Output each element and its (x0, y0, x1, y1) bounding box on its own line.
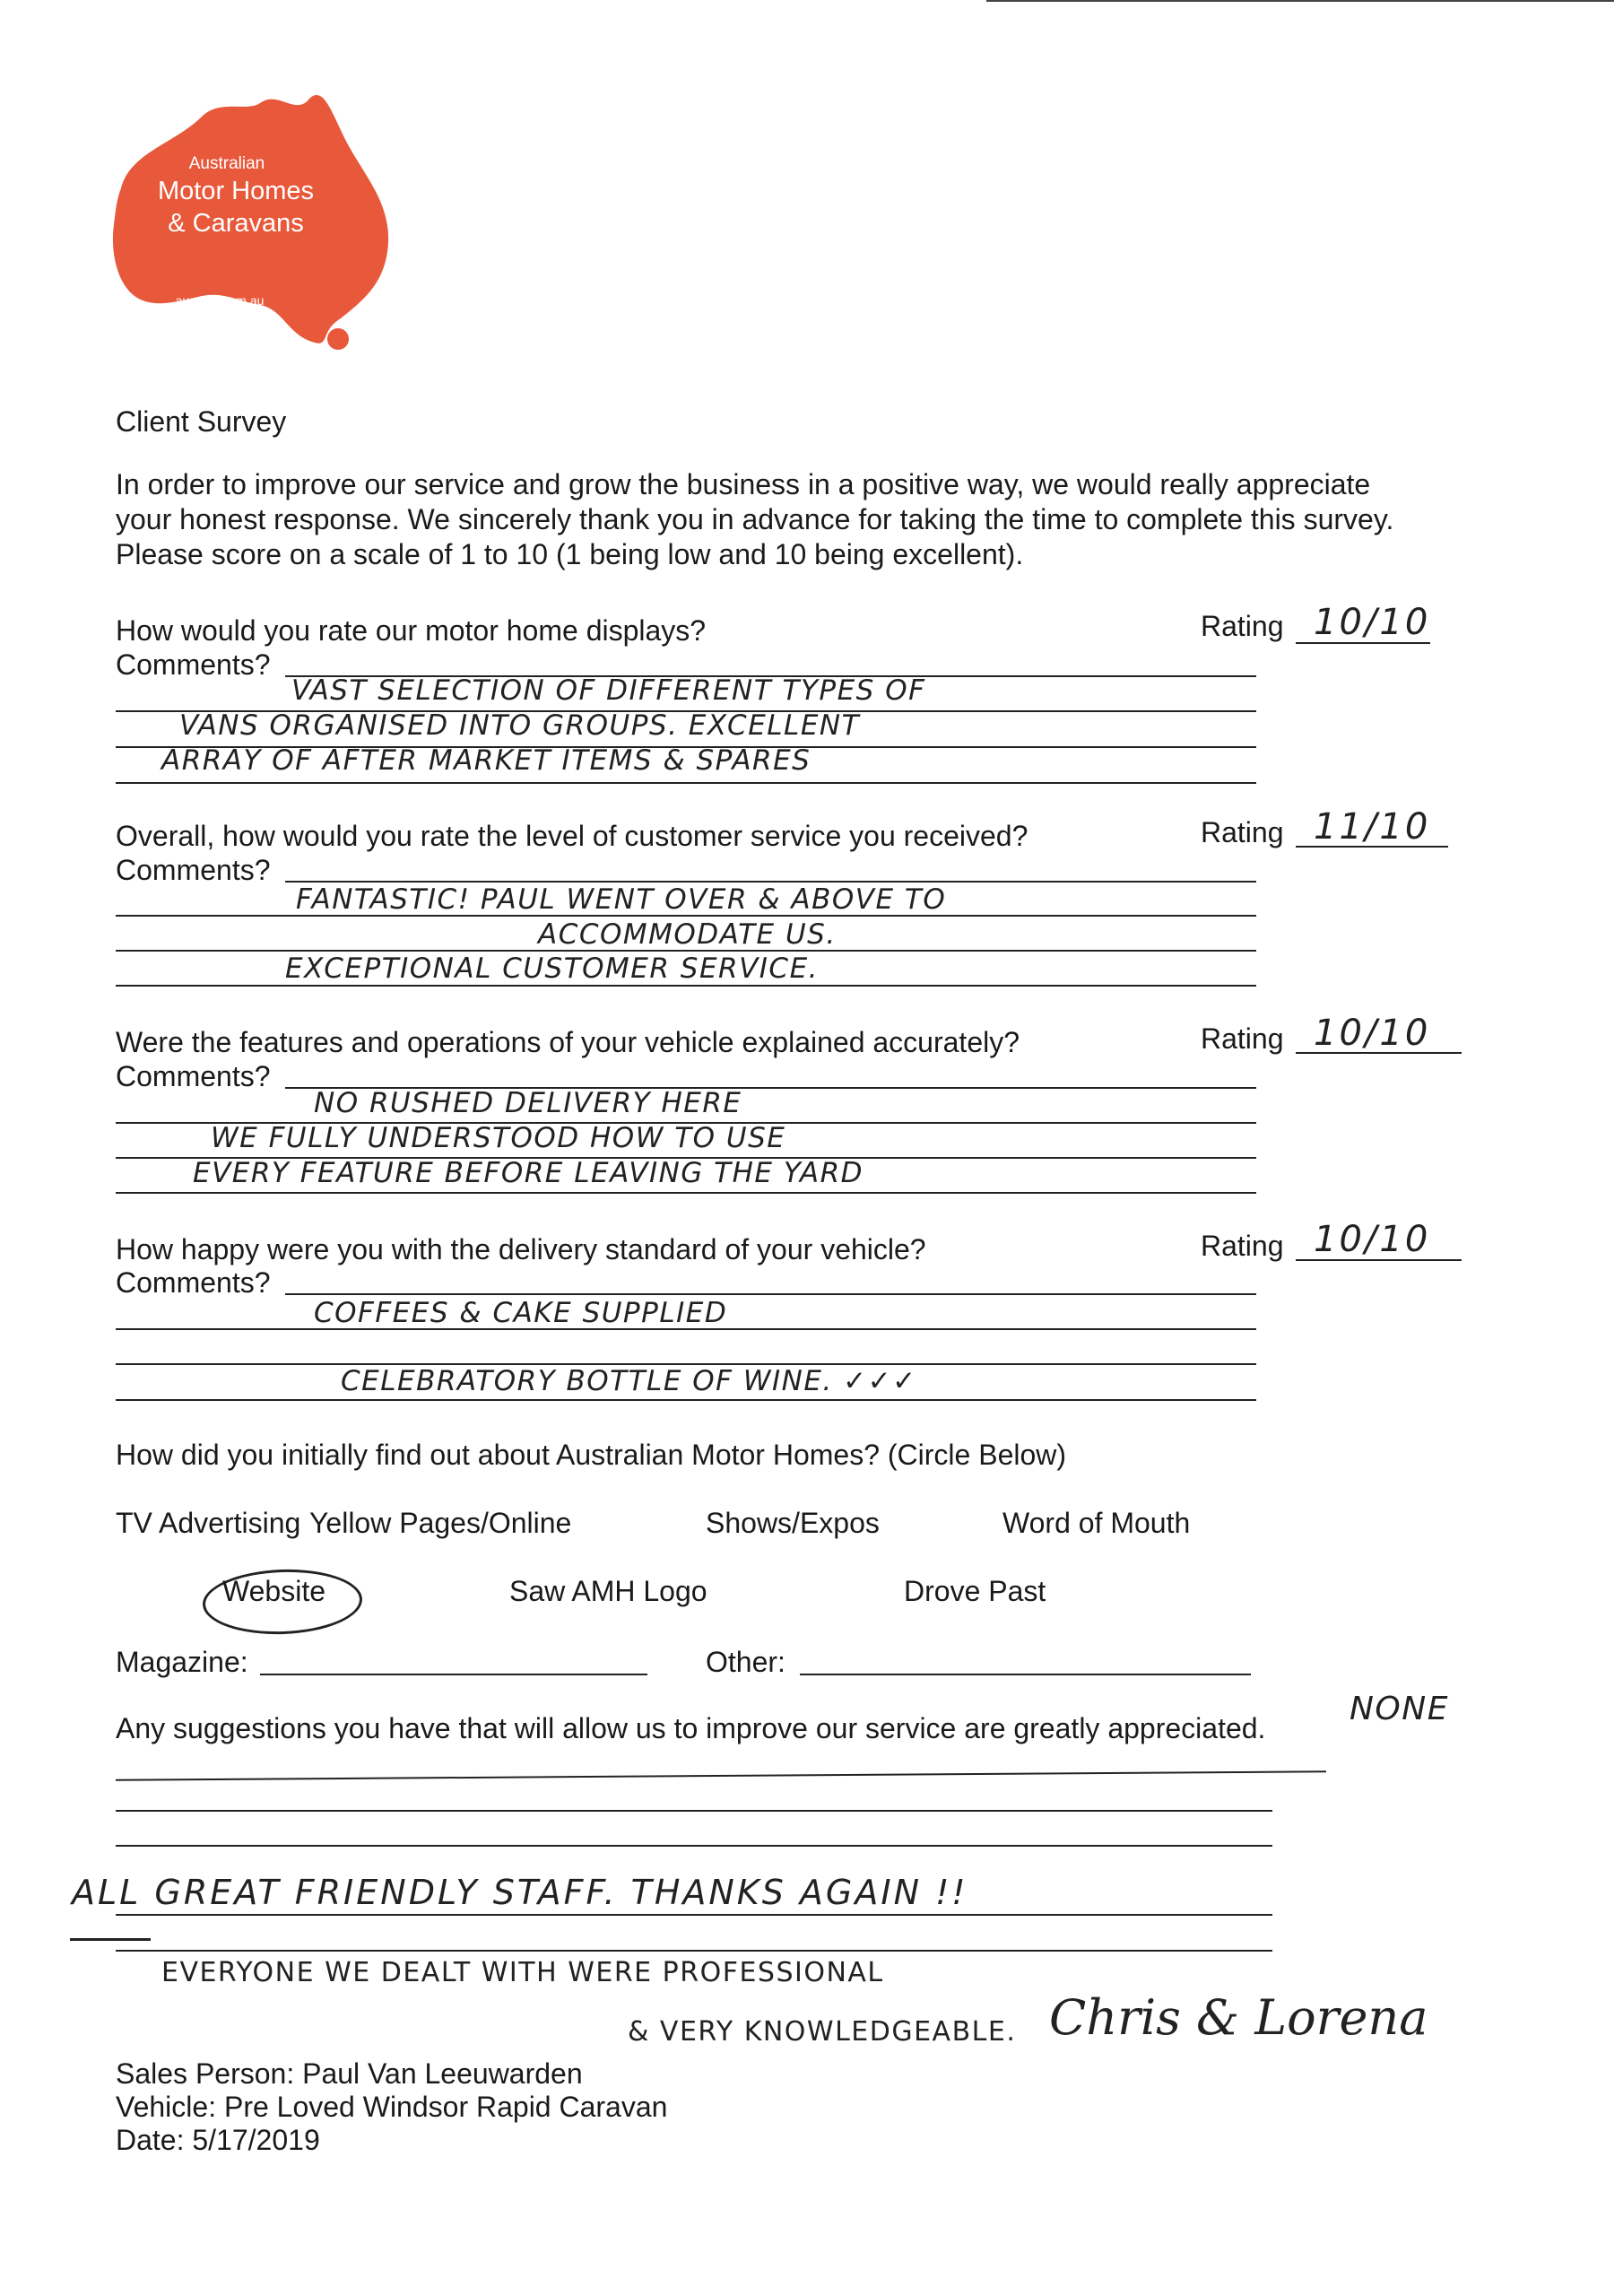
comment-line: VANS ORGANISED INTO GROUPS. EXCELLENT (179, 709, 861, 742)
rating-label: Rating (1201, 610, 1284, 642)
suggestions-question: Any suggestions you have that will allow us to improve our service are greatly appreciated. (116, 1712, 1266, 1744)
comments-label: Comments? (116, 854, 271, 886)
intro-paragraph (116, 467, 1393, 572)
option-saw-amh-logo[interactable]: Saw AMH Logo (509, 1575, 707, 1607)
rating-value: 10/10 (1314, 1013, 1431, 1054)
comment-line: ACCOMMODATE US. (538, 918, 837, 951)
customer-signature: Chris & Lorena (1049, 1989, 1428, 2046)
option-shows-expos[interactable]: Shows/Expos (706, 1507, 880, 1539)
rating-label: Rating (1201, 1022, 1284, 1055)
rating-value: 10/10 (1314, 602, 1431, 643)
rating-label: Rating (1201, 1230, 1284, 1262)
comments-label: Comments? (116, 648, 271, 681)
option-tv-advertising[interactable]: TV Advertising (116, 1507, 301, 1539)
comment-line: FANTASTIC! PAUL WENT OVER & ABOVE TO (296, 883, 947, 916)
comment-line: CELEBRATORY BOTTLE OF WINE. ✓✓✓ (341, 1365, 917, 1397)
comment-line: ARRAY OF AFTER MARKET ITEMS & SPARES (161, 744, 812, 777)
rating-value: 10/10 (1314, 1219, 1431, 1260)
comment-line: EXCEPTIONAL CUSTOMER SERVICE. (285, 952, 820, 985)
intro-line-1: In order to improve our service and grow the business in a positive way, we would really appreciate (116, 468, 1371, 500)
magazine-label: Magazine: (116, 1646, 248, 1678)
comment-line: EVERY FEATURE BEFORE LEAVING THE YARD (193, 1157, 864, 1189)
intro-line-3: Please score on a scale of 1 to 10 (1 being low and 10 being excellent). (116, 538, 1024, 570)
logo-line2: Motor Homes (157, 177, 315, 205)
question-text: How would you rate our motor home displays? (116, 614, 707, 647)
comment-line: NO RUSHED DELIVERY HERE (314, 1087, 742, 1119)
rating-label: Rating (1201, 816, 1284, 848)
comment-line: VAST SELECTION OF DIFFERENT TYPES OF (291, 674, 926, 707)
scan-edge-top (986, 0, 1614, 2)
magazine-field[interactable] (260, 1674, 647, 1675)
suggestion-line: ALL GREAT FRIENDLY STAFF. THANKS AGAIN !! (72, 1873, 968, 1912)
other-field[interactable] (800, 1674, 1251, 1675)
comments-label: Comments? (116, 1266, 271, 1299)
page-title: Client Survey (116, 405, 287, 438)
sales-person: Sales Person: Paul Van Leeuwarden (116, 2057, 583, 2090)
option-drove-past[interactable]: Drove Past (904, 1575, 1046, 1607)
suggestion-line: EVERYONE WE DEALT WITH WERE PROFESSIONAL (161, 1957, 884, 1988)
logo-line3: & Caravans (168, 209, 304, 238)
question-text: Overall, how would you rate the level of customer service you received? (116, 820, 1028, 852)
comments-label: Comments? (116, 1060, 271, 1092)
australia-map-icon (103, 90, 408, 359)
find-out-question: How did you initially find out about Australian Motor Homes? (Circle Below) (116, 1439, 1067, 1471)
option-word-of-mouth[interactable]: Word of Mouth (1002, 1507, 1191, 1539)
option-yellow-pages[interactable]: Yellow Pages/Online (309, 1507, 572, 1539)
option-website[interactable]: Website (222, 1575, 326, 1607)
comment-line: WE FULLY UNDERSTOOD HOW TO USE (211, 1122, 786, 1154)
logo-line1: Australian (188, 154, 265, 173)
rating-value: 11/10 (1314, 806, 1431, 848)
suggestions-answer: NONE (1350, 1691, 1449, 1727)
other-label: Other: (706, 1646, 785, 1678)
date: Date: 5/17/2019 (116, 2124, 320, 2156)
question-text: How happy were you with the delivery standard of your vehicle? (116, 1233, 926, 1265)
vehicle: Vehicle: Pre Loved Windsor Rapid Caravan (116, 2091, 668, 2123)
comment-line: COFFEES & CAKE SUPPLIED (314, 1297, 728, 1329)
logo-url: ausmhc.com.au (175, 293, 265, 308)
question-text: Were the features and operations of your vehicle explained accurately? (116, 1026, 1020, 1058)
company-logo (103, 90, 408, 359)
suggestion-line: & VERY KNOWLEDGEABLE. (628, 2016, 1017, 2048)
intro-line-2: your honest response. We sincerely thank you in advance for taking the time to complete this survey. (116, 503, 1394, 535)
